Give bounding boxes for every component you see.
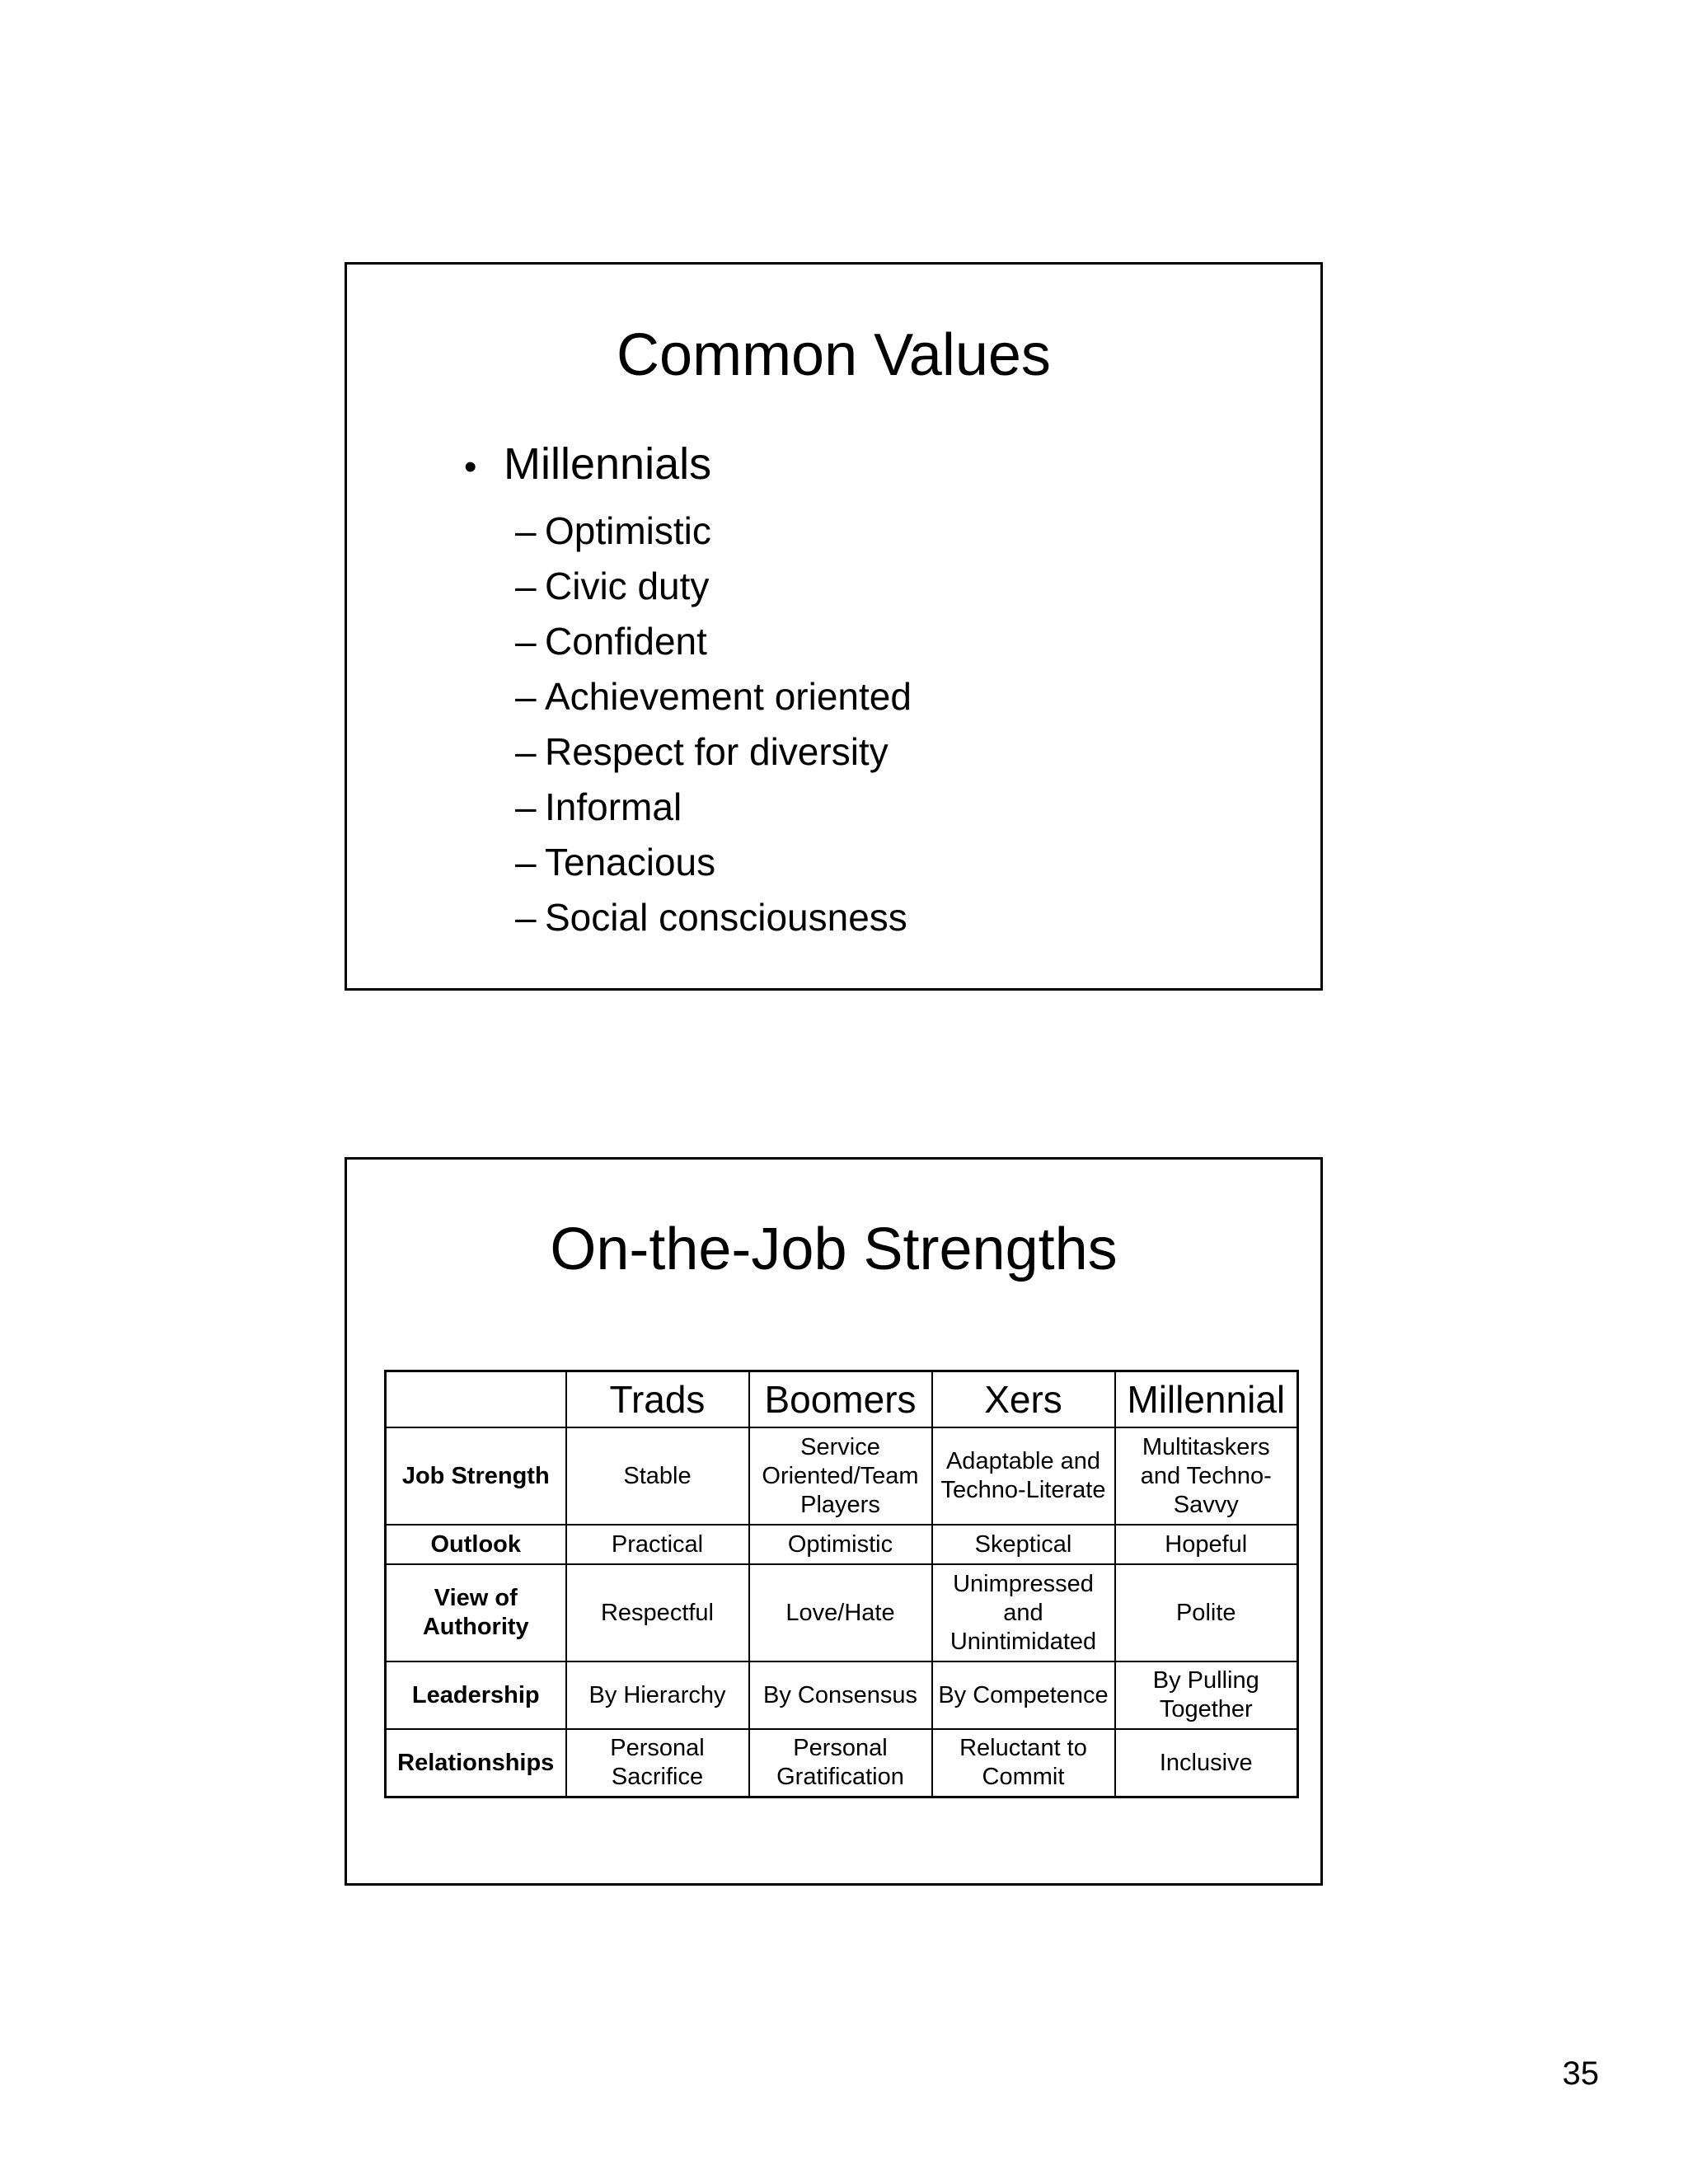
slide-common-values [345,262,1323,991]
table-cell: Personal Gratification [749,1729,932,1797]
table-row [386,1427,1298,1525]
bullet-millennials [464,439,712,489]
value-text: Tenacious [545,841,716,883]
table-row [386,1729,1298,1797]
table-cell: Adaptable and Techno-Literate [932,1427,1115,1525]
table-cell: Service Oriented/Team Players [749,1427,932,1525]
value-text: Civic duty [545,565,710,607]
strengths-table [384,1370,1299,1798]
dash-marker: – [515,509,537,552]
dash-marker: – [515,785,537,828]
list-item [515,559,912,614]
column-header-trads: Trads [566,1371,749,1428]
value-text: Achievement oriented [545,675,912,718]
row-label: Job Strength [386,1427,566,1525]
dash-marker: – [515,620,537,663]
list-item [515,780,912,835]
value-text: Optimistic [545,509,711,552]
column-header-blank [386,1371,566,1428]
table-cell: Skeptical [932,1525,1115,1564]
page-number: 35 [1562,2055,1599,2092]
table-row [386,1525,1298,1564]
table-cell: By Competence [932,1661,1115,1729]
dash-marker: – [515,730,537,773]
value-text: Respect for diversity [545,730,889,773]
column-header-millennial: Millennial [1115,1371,1298,1428]
value-text: Social consciousness [545,896,907,939]
list-item [515,890,912,945]
table-cell: Hopeful [1115,1525,1298,1564]
slide-on-the-job-strengths [345,1157,1323,1886]
dash-marker: – [515,896,537,939]
table-cell: Unimpressed and Unintimidated [932,1564,1115,1661]
column-header-boomers: Boomers [749,1371,932,1428]
list-item [515,614,912,669]
row-label: Leadership [386,1661,566,1729]
list-item [515,504,912,559]
slide-title: On-the-Job Strengths [550,1216,1118,1282]
values-list [515,504,912,945]
table-cell: Multitaskers and Techno-Savvy [1115,1427,1298,1525]
row-label: Outlook [386,1525,566,1564]
table-cell: By Hierarchy [566,1661,749,1729]
column-header-xers: Xers [932,1371,1115,1428]
slide-title: Common Values [617,322,1051,388]
table-cell: Personal Sacrifice [566,1729,749,1797]
table-cell: Love/Hate [749,1564,932,1661]
list-item [515,835,912,890]
bullet-label: Millennials [504,439,712,489]
table-row [386,1564,1298,1661]
bullet-marker: • [464,447,477,487]
value-text: Informal [545,785,682,828]
table-cell: Practical [566,1525,749,1564]
table-cell: By Consensus [749,1661,932,1729]
table-cell: Respectful [566,1564,749,1661]
dash-marker: – [515,841,537,883]
table-cell: Inclusive [1115,1729,1298,1797]
table-cell: Stable [566,1427,749,1525]
table-cell: Reluctant to Commit [932,1729,1115,1797]
value-text: Confident [545,620,707,663]
table-header-row [386,1371,1298,1428]
table-cell: Polite [1115,1564,1298,1661]
list-item [515,669,912,724]
dash-marker: – [515,675,537,718]
row-label: Relationships [386,1729,566,1797]
row-label: View of Authority [386,1564,566,1661]
table-row [386,1661,1298,1729]
table-cell: By Pulling Together [1115,1661,1298,1729]
dash-marker: – [515,565,537,607]
list-item [515,724,912,780]
table-cell: Optimistic [749,1525,932,1564]
